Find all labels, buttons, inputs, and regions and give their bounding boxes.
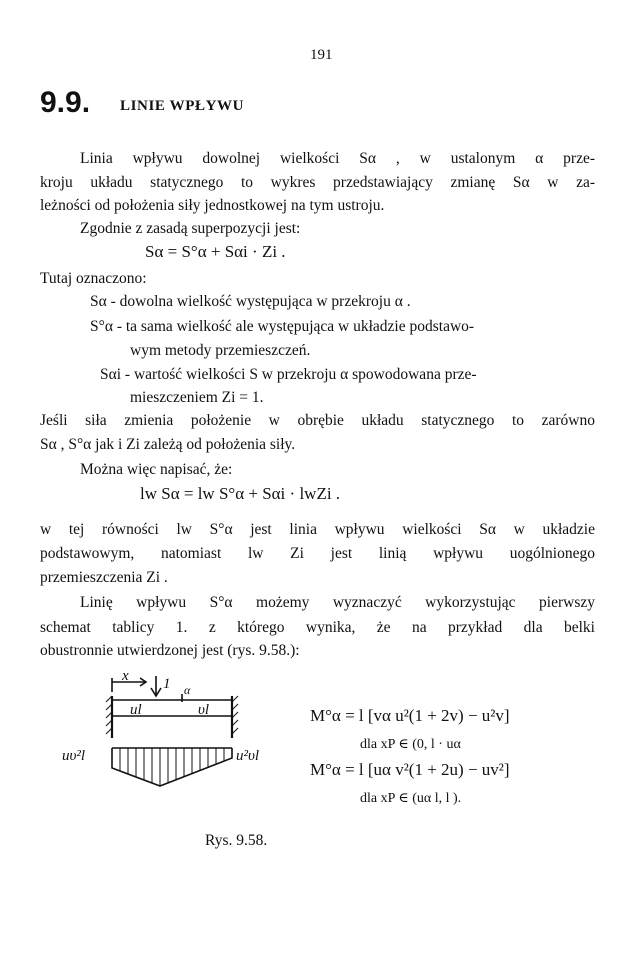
para4: Można więc napisać, że: xyxy=(80,461,233,478)
para1-line-3: leżności od położenia siły jednostkowej na tym ustroju. xyxy=(40,197,385,214)
def-s0-alpha-cont: wym metody przemieszczeń. xyxy=(130,342,311,359)
para1-line-2: kroju układu statycznego to wykres przedstawiający zmianę Sα w za- xyxy=(40,174,595,191)
influence-line xyxy=(112,748,232,786)
para2: Zgodnie z zasadą superpozycji jest: xyxy=(80,220,301,237)
para3-line-1: Jeśli siła zmienia położenie w obrębie układu statycznego to zarówno xyxy=(40,412,595,429)
beam-influence-diagram xyxy=(60,668,290,813)
label-left: uυ²l xyxy=(62,748,86,764)
figure-caption: Rys. 9.58. xyxy=(205,832,268,849)
equation-superposition: Sα = S°α + Sαi · Zi . xyxy=(145,242,286,261)
formula-m2: M°α = l [uα v²(1 + 2u) − uv²] xyxy=(310,760,510,779)
def-s-alpha-i: Sαi - wartość wielkości S w przekroju α spowodowana prze- xyxy=(100,366,477,383)
formula-d1: dla xP ∈ (0, l · uα xyxy=(360,737,461,752)
label-ul: ul xyxy=(130,702,142,718)
formula-m1: M°α = l [vα u²(1 + 2v) − u²v] xyxy=(310,706,510,725)
para6-line-1: Linię wpływu S°α możemy wyznaczyć wykorzystując pierwszy xyxy=(80,594,595,611)
para5-line-1: w tej równości lw S°α jest linia wpływu wielkości Sα w układzie xyxy=(40,521,595,538)
label-vl: υl xyxy=(198,702,210,718)
equation-influence: lw Sα = lw S°α + Sαi · lwZi . xyxy=(140,484,341,503)
formula-d2: dla xP ∈ (uα l, l ). xyxy=(360,791,462,806)
section-number: 9.9. xyxy=(40,86,91,119)
page-number: 191 xyxy=(310,47,333,63)
def-s0-alpha: S°α - ta sama wielkość ale występująca w układzie podstawo- xyxy=(90,318,475,335)
para5-line-3: przemieszczenia Zi . xyxy=(40,569,168,586)
label-x: x xyxy=(122,668,129,684)
label-right: u²υl xyxy=(236,748,260,764)
para6-line-3: obustronnie utwierdzonej jest (rys. 9.58.): xyxy=(40,642,300,659)
label-1: 1 xyxy=(163,676,171,692)
para1-line-1: Linia wpływu dowolnej wielkości Sα , w ustalonym α prze- xyxy=(80,150,595,167)
para6-line-2: schemat tablicy 1. z którego wynika, że na przykład dla belki xyxy=(40,619,595,636)
label-alpha: α xyxy=(184,683,191,697)
section-title: LINIE WPŁYWU xyxy=(120,98,245,114)
para5-line-2: podstawowym, natomiast lw Zi jest linią wpływu uogólnionego xyxy=(40,545,595,562)
def-s-alpha: Sα - dowolna wielkość występująca w przekroju α . xyxy=(90,293,411,310)
para3-line-2: Sα , S°α jak i Zi zależą od położenia siły. xyxy=(40,436,296,453)
def-s-alpha-i-cont: mieszczeniem Zi = 1. xyxy=(130,389,264,406)
tutaj-label: Tutaj oznaczono: xyxy=(40,270,147,287)
